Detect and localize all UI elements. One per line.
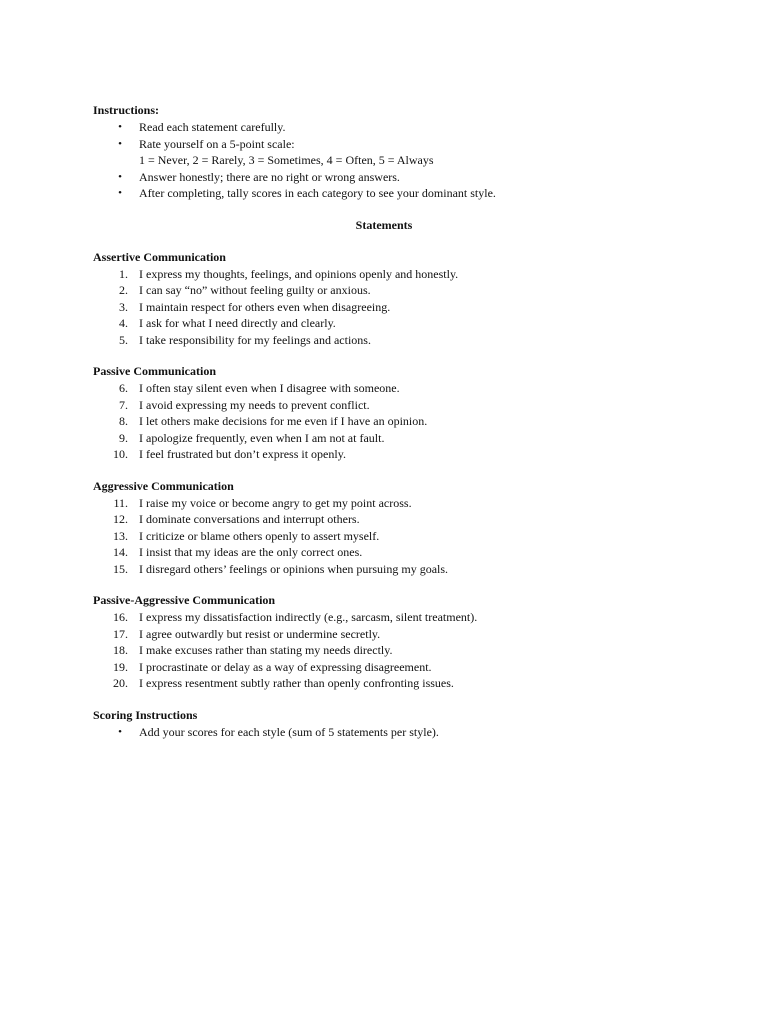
- statement-text: I raise my voice or become angry to get my point across.: [139, 495, 412, 510]
- bullet-icon: •: [118, 187, 122, 199]
- statement-text: I often stay silent even when I disagree with someone.: [139, 381, 400, 395]
- statement-text: I avoid expressing my needs to prevent conflict.: [139, 397, 370, 412]
- statement-number: 8.: [119, 414, 128, 428]
- statement-text: I take responsibility for my feelings and actions.: [139, 332, 371, 347]
- statement-item: [93, 446, 683, 463]
- statement-item: [93, 609, 683, 626]
- statement-number: 11.: [113, 495, 128, 510]
- statement-number: 19.: [113, 659, 128, 674]
- bullet-icon: •: [118, 121, 122, 133]
- spacer: [93, 577, 683, 592]
- instruction-item: [93, 136, 683, 169]
- statement-item: [93, 397, 683, 414]
- statement-item: [93, 495, 683, 512]
- instructions-list: [93, 119, 683, 202]
- statement-list-passive-aggressive: [93, 609, 683, 692]
- bullet-icon: •: [118, 170, 122, 183]
- statement-number: 7.: [119, 397, 128, 412]
- statement-list-passive: [93, 380, 683, 463]
- statement-text: I let others make decisions for me even if I have an opinion.: [139, 414, 428, 428]
- statement-text: I procrastinate or delay as a way of expressing disagreement.: [139, 659, 432, 674]
- statement-item: [93, 659, 683, 676]
- statement-number: 2.: [119, 283, 128, 297]
- statement-number: 17.: [113, 626, 128, 641]
- section-heading-assertive: Assertive Communication: [93, 249, 226, 264]
- statement-number: 14.: [113, 545, 128, 559]
- section-heading-aggressive: Aggressive Communication: [93, 478, 234, 493]
- statement-number: 3.: [119, 299, 128, 314]
- statement-item: [93, 282, 683, 299]
- spacer: [93, 202, 683, 217]
- statement-text: I maintain respect for others even when disagreeing.: [139, 299, 391, 314]
- instructions-heading: Instructions:: [93, 103, 160, 117]
- statement-item: [93, 332, 683, 349]
- statement-number: 15.: [113, 561, 128, 576]
- instruction-text: Read each statement carefully.: [139, 120, 286, 134]
- statement-item: [93, 561, 683, 578]
- statement-number: 6.: [119, 381, 128, 395]
- scoring-item: [93, 724, 683, 741]
- statement-text: I apologize frequently, even when I am not at fault.: [139, 430, 385, 445]
- statement-list-aggressive: [93, 495, 683, 578]
- statement-text: I express my dissatisfaction indirectly (e.g., sarcasm, silent treatment).: [139, 610, 478, 624]
- statement-item: [93, 642, 683, 659]
- spacer: [93, 234, 683, 249]
- statement-item: [93, 544, 683, 561]
- document-content: [93, 102, 683, 740]
- bullet-icon: •: [118, 725, 122, 738]
- statement-text: I agree outwardly but resist or undermine secretly.: [139, 626, 381, 641]
- statement-item: [93, 315, 683, 332]
- statement-number: 13.: [113, 528, 128, 543]
- statement-number: 5.: [119, 332, 128, 347]
- statement-text: I insist that my ideas are the only correct ones.: [139, 545, 363, 559]
- spacer: [93, 463, 683, 478]
- instruction-item: [93, 119, 683, 136]
- spacer: [93, 348, 683, 363]
- section-heading-passive: Passive Communication: [93, 364, 216, 378]
- statement-item: [93, 626, 683, 643]
- statement-number: 16.: [113, 610, 128, 624]
- statement-item: [93, 528, 683, 545]
- statement-text: I can say “no” without feeling guilty or anxious.: [139, 283, 371, 297]
- scoring-heading: Scoring Instructions: [93, 707, 198, 722]
- rating-scale-text: 1 = Never, 2 = Rarely, 3 = Sometimes, 4 = Often, 5 = Always: [139, 153, 434, 167]
- statement-text: I feel frustrated but don’t express it openly.: [139, 447, 346, 461]
- instruction-text: Rate yourself on a 5-point scale:: [139, 136, 295, 151]
- statement-text: I ask for what I need directly and clearly.: [139, 316, 336, 330]
- bullet-icon: •: [118, 137, 122, 150]
- statement-item: [93, 413, 683, 430]
- instruction-item: [93, 185, 683, 202]
- statement-list-assertive: [93, 266, 683, 349]
- section-heading-passive-aggressive: Passive-Aggressive Communication: [93, 593, 276, 607]
- statement-number: 4.: [119, 316, 128, 330]
- statement-item: [93, 380, 683, 397]
- statement-item: [93, 266, 683, 283]
- spacer: [93, 692, 683, 707]
- statement-number: 1.: [119, 266, 128, 281]
- statement-text: I make excuses rather than stating my needs directly.: [139, 643, 393, 657]
- instruction-text: Answer honestly; there are no right or wrong answers.: [139, 169, 400, 184]
- instruction-text: After completing, tally scores in each category to see your dominant style.: [139, 186, 496, 200]
- statement-text: I express my thoughts, feelings, and opinions openly and honestly.: [139, 266, 459, 281]
- statements-heading: Statements: [355, 217, 413, 232]
- statement-text: I disregard others’ feelings or opinions when pursuing my goals.: [139, 561, 449, 576]
- statement-text: I express resentment subtly rather than openly confronting issues.: [139, 676, 454, 690]
- statement-item: [93, 430, 683, 447]
- statement-item: [93, 299, 683, 316]
- statement-number: 10.: [113, 447, 128, 461]
- statement-text: I criticize or blame others openly to assert myself.: [139, 528, 380, 543]
- statement-number: 20.: [113, 676, 128, 690]
- statement-item: [93, 511, 683, 528]
- statement-number: 18.: [113, 643, 128, 657]
- statement-number: 12.: [113, 512, 128, 526]
- statement-item: [93, 675, 683, 692]
- statement-text: I dominate conversations and interrupt others.: [139, 512, 360, 526]
- scoring-text: Add your scores for each style (sum of 5 statements per style).: [139, 724, 439, 739]
- instruction-item: [93, 169, 683, 186]
- scoring-list: [93, 724, 683, 741]
- statement-number: 9.: [119, 430, 128, 445]
